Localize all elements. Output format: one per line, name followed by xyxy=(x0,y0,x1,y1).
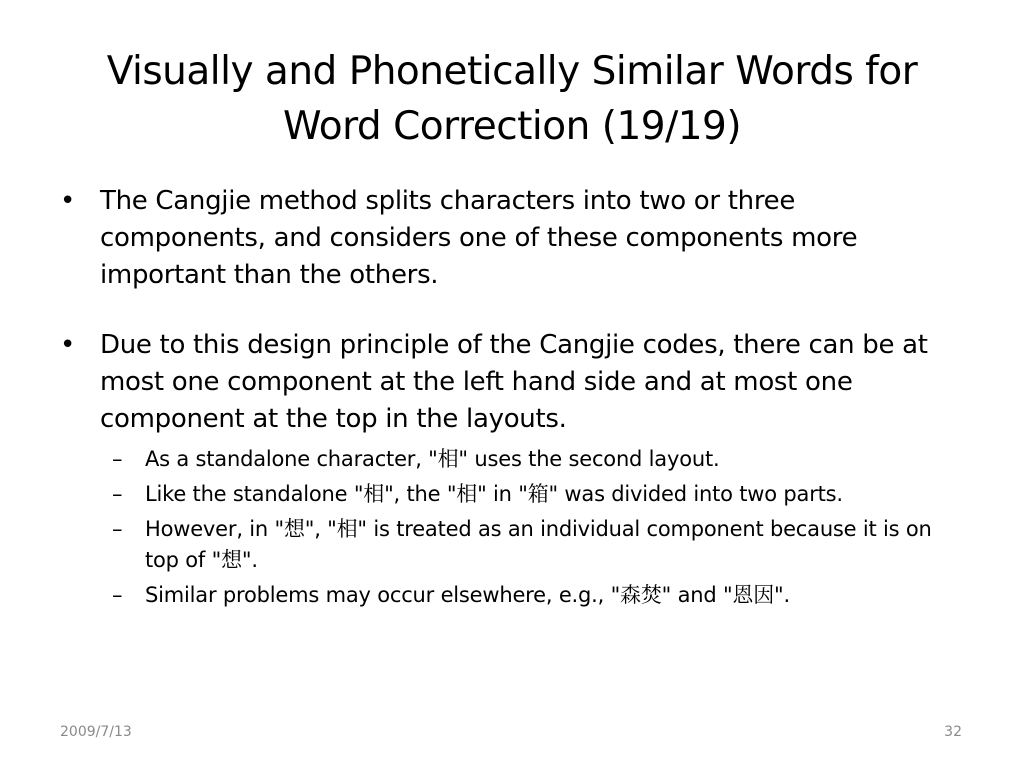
slide-title xyxy=(60,44,964,154)
sub-bullet-text: Like the standalone "相", the "相" in "箱" was divided into two parts. xyxy=(145,482,843,506)
sub-bullet-standalone xyxy=(60,444,960,475)
footer-date: 2009/7/13 xyxy=(60,724,132,740)
sub-bullet-marker: – xyxy=(112,482,123,506)
bullet-marker: • xyxy=(60,186,76,216)
slide-body xyxy=(60,183,960,611)
bullet-design-principle xyxy=(60,327,960,438)
slide-title-line-2: Word Correction (19/19) xyxy=(282,104,742,149)
sub-bullet-individual-component xyxy=(60,514,960,576)
bullet-text: Due to this design principle of the Cangjie codes, there can be at most one component at the left hand side and at most one component at the top in the layouts. xyxy=(100,330,928,434)
sub-bullet-text: However, in "想", "相" is treated as an individual component because it is on top of "想". xyxy=(145,517,932,572)
sub-bullet-divided xyxy=(60,479,960,510)
page-number: 32 xyxy=(944,724,962,740)
bullet-marker: • xyxy=(60,330,76,360)
sub-bullet-marker: – xyxy=(112,517,123,541)
sub-bullet-similar-problems xyxy=(60,580,960,611)
sub-bullet-text: As a standalone character, "相" uses the second layout. xyxy=(145,447,720,471)
sub-bullet-marker: – xyxy=(112,447,123,471)
bullet-cangjie-split xyxy=(60,183,960,294)
slide-title-line-1: Visually and Phonetically Similar Words for xyxy=(106,49,918,94)
sub-bullet-marker: – xyxy=(112,583,123,607)
sub-bullet-text: Similar problems may occur elsewhere, e.g., "森焚" and "恩因". xyxy=(145,583,790,607)
bullet-text: The Cangjie method splits characters into two or three components, and considers one of these components more important than the others. xyxy=(100,186,858,290)
